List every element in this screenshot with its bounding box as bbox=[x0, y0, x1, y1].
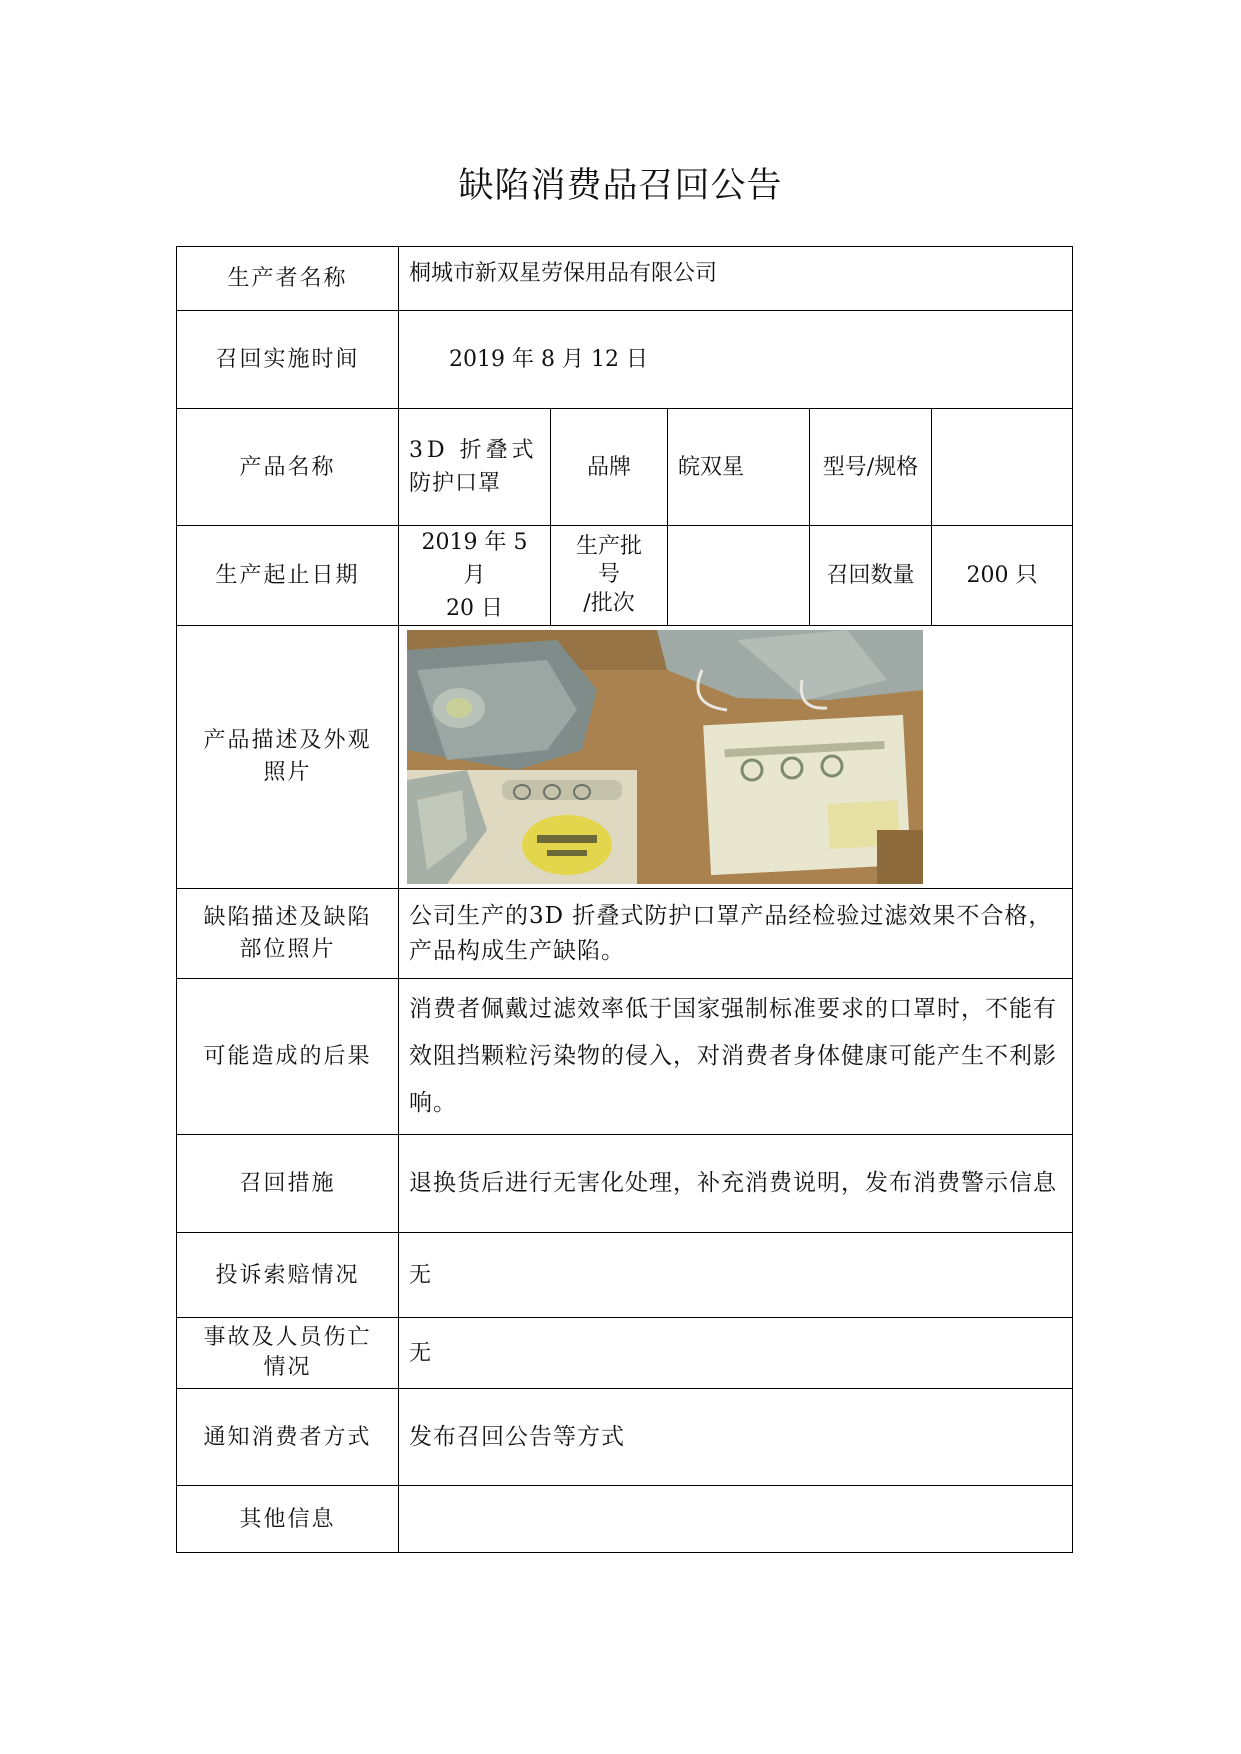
notify-label: 通知消费者方式 bbox=[177, 1389, 399, 1486]
row-production bbox=[177, 526, 1073, 626]
description-label-line: 产品描述及外观 bbox=[203, 728, 372, 754]
notify-value: 发布召回公告等方式 bbox=[399, 1389, 1073, 1486]
complaints-value: 无 bbox=[399, 1233, 1073, 1318]
production-date-value bbox=[399, 526, 551, 626]
accidents-label-line: 事故及人员伤亡 bbox=[203, 1325, 372, 1351]
description-label bbox=[177, 626, 399, 889]
defect-label-line: 缺陷描述及缺陷 bbox=[203, 904, 372, 930]
row-description bbox=[177, 626, 1073, 889]
recall-table bbox=[176, 246, 1073, 1553]
production-date-line: 2019 年 5 月 bbox=[421, 530, 528, 588]
model-value bbox=[932, 409, 1073, 526]
production-date-label: 生产起止日期 bbox=[177, 526, 399, 626]
model-label: 型号/规格 bbox=[810, 409, 932, 526]
accidents-value: 无 bbox=[399, 1318, 1073, 1389]
row-other bbox=[177, 1486, 1073, 1553]
measures-value: 退换货后进行无害化处理，补充消费说明，发布消费警示信息 bbox=[399, 1135, 1073, 1233]
recall-date-label: 召回实施时间 bbox=[177, 311, 399, 409]
row-recall-date bbox=[177, 311, 1073, 409]
production-date-line: 20 日 bbox=[446, 596, 503, 621]
accidents-label-line: 情况 bbox=[263, 1355, 312, 1380]
manufacturer-value: 桐城市新双星劳保用品有限公司 bbox=[399, 247, 1073, 311]
row-notify bbox=[177, 1389, 1073, 1486]
description-label-line: 照片 bbox=[263, 760, 312, 785]
brand-label: 品牌 bbox=[551, 409, 668, 526]
product-name-line: 3D 折叠式 bbox=[409, 438, 538, 463]
complaints-label: 投诉索赔情况 bbox=[177, 1233, 399, 1318]
product-name-line: 防护口罩 bbox=[409, 471, 502, 496]
mask-photo-icon bbox=[407, 630, 923, 884]
other-label: 其他信息 bbox=[177, 1486, 399, 1553]
batch-label-line: /批次 bbox=[583, 590, 635, 616]
defect-label-line: 部位照片 bbox=[239, 936, 336, 962]
batch-label-line: 号 bbox=[597, 562, 620, 588]
quantity-label: 召回数量 bbox=[810, 526, 932, 626]
row-product bbox=[177, 409, 1073, 526]
row-consequence bbox=[177, 979, 1073, 1135]
measures-label: 召回措施 bbox=[177, 1135, 399, 1233]
other-value bbox=[399, 1486, 1073, 1553]
accidents-label bbox=[177, 1318, 399, 1389]
manufacturer-label: 生产者名称 bbox=[177, 247, 399, 311]
row-accidents bbox=[177, 1318, 1073, 1389]
page-title: 缺陷消费品召回公告 bbox=[458, 166, 783, 206]
brand-value: 皖双星 bbox=[668, 409, 810, 526]
row-defect bbox=[177, 889, 1073, 979]
product-name-value bbox=[399, 409, 551, 526]
batch-label-line: 生产批 bbox=[575, 533, 642, 559]
product-label: 产品名称 bbox=[177, 409, 399, 526]
batch-value bbox=[668, 526, 810, 626]
row-manufacturer bbox=[177, 247, 1073, 311]
row-measures bbox=[177, 1135, 1073, 1233]
defect-label bbox=[177, 889, 399, 979]
product-photo bbox=[407, 630, 923, 884]
batch-label bbox=[551, 526, 668, 626]
defect-value: 公司生产的3D 折叠式防护口罩产品经检验过滤效果不合格，产品构成生产缺陷。 bbox=[399, 889, 1073, 979]
consequence-label: 可能造成的后果 bbox=[177, 979, 399, 1135]
consequence-value: 消费者佩戴过滤效率低于国家强制标准要求的口罩时，不能有效阻挡颗粒污染物的侵入，对消费者身体健康可能产生不利影响。 bbox=[399, 979, 1073, 1135]
product-photo-cell bbox=[399, 626, 1073, 889]
row-complaints bbox=[177, 1233, 1073, 1318]
quantity-value: 200 只 bbox=[932, 526, 1073, 626]
recall-date-value: 2019 年 8 月 12 日 bbox=[399, 311, 1073, 409]
